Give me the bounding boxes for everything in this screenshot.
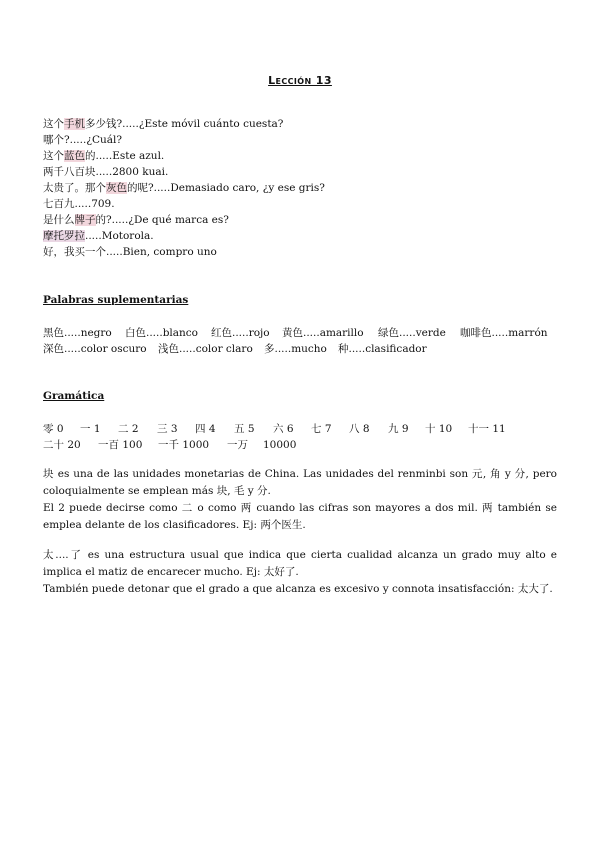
dialogue-text: 这个 [43, 118, 64, 130]
vocab-item: 深色.....color oscuro [43, 343, 147, 355]
number-item: 六 6 [273, 423, 294, 435]
number-item: 九 9 [388, 423, 409, 435]
number-item: 二十 20 [43, 439, 81, 451]
grammar-heading: Gramática [43, 390, 105, 402]
dialogue-line [43, 213, 229, 227]
number-item: 十 10 [425, 423, 453, 435]
vocab-item: 多.....mucho [264, 343, 327, 355]
vocab-item: 浅色.....color claro [158, 343, 253, 355]
dialogue-line [43, 245, 217, 259]
number-item: 五 5 [234, 423, 255, 435]
highlighted-word: 灰色 [106, 182, 127, 194]
number-item: 四 4 [195, 423, 216, 435]
highlighted-word: 手机 [64, 118, 85, 130]
numbers-row [43, 438, 296, 452]
dialogue-text: 是什么 [43, 214, 75, 226]
vocab-item: 黄色.....amarillo [282, 327, 364, 339]
grammar-paragraph: 块 es una de las unidades monetarias de China. Las unidades del renminbi son 元, 角 y 分, pero coloquialmente se emplean más 块, 毛 y 分. [43, 468, 557, 497]
grammar-paragraph: El 2 puede decirse como 二 o como 两 cuando las cifras son mayores a dos mil. 两 también se emplea delante de los clasificadores. Ej: 两个医生. [43, 502, 557, 531]
dialogue-line [43, 117, 283, 131]
vocab-row [43, 326, 548, 340]
number-item: 二 2 [118, 423, 139, 435]
dialogue-line [43, 133, 122, 147]
dialogue-text: 好，我买一个.....Bien, compro uno [43, 246, 217, 258]
dialogue-text: 的?.....¿De qué marca es? [95, 214, 229, 226]
number-item: 一百 100 [98, 439, 143, 451]
number-item: 10000 [263, 439, 297, 451]
dialogue-text: 的呢?.....Demasiado caro, ¿y ese gris? [127, 182, 325, 194]
vocab-item: 绿色.....verde [378, 327, 446, 339]
number-item: 八 8 [349, 423, 370, 435]
number-item: 零 0 [43, 423, 64, 435]
grammar-paragraph: También puede detonar que el grado a que alcanza es excesivo y connota insatisfacción: 太大了. [43, 583, 553, 595]
vocab-item: 黑色.....negro [43, 327, 112, 339]
number-item: 一万 [227, 439, 248, 451]
dialogue-line [43, 165, 168, 179]
supplementary-heading: Palabras suplementarias [43, 294, 189, 306]
dialogue-line [43, 181, 325, 195]
dialogue-line [43, 229, 154, 243]
page-title: Lección 13 [268, 74, 332, 87]
vocab-row [43, 342, 427, 356]
dialogue-line [43, 149, 164, 163]
vocab-item: 红色.....rojo [211, 327, 270, 339]
number-item: 十一 11 [468, 423, 506, 435]
dialogue-text: 多少钱?.....¿Este móvil cuánto cuesta? [85, 118, 284, 130]
number-item: 七 7 [311, 423, 332, 435]
number-item: 三 3 [157, 423, 178, 435]
number-item: 一 1 [80, 423, 101, 435]
dialogue-text: 七百九.....709. [43, 198, 115, 210]
highlighted-word: 蓝色 [64, 150, 85, 162]
dialogue-line [43, 197, 115, 211]
dialogue-text: 这个 [43, 150, 64, 162]
vocab-item: 种.....clasificador [338, 343, 427, 355]
dialogue-text: 哪个?.....¿Cuál? [43, 134, 122, 146]
numbers-row [43, 422, 506, 436]
highlighted-word: 摩托罗拉 [43, 230, 85, 242]
dialogue-text: 太贵了。那个 [43, 182, 106, 194]
dialogue-text: .....Motorola. [85, 230, 154, 242]
vocab-item: 白色.....blanco [125, 327, 198, 339]
dialogue-text: 两千八百块.....2800 kuai. [43, 166, 169, 178]
dialogue-text: 的.....Este azul. [85, 150, 165, 162]
vocab-item: 咖啡色.....marrón [460, 327, 548, 339]
number-item: 一千 1000 [158, 439, 210, 451]
highlighted-word: 牌子 [74, 214, 96, 226]
grammar-paragraph: 太....了 es una estructura usual que indica que cierta cualidad alcanza un grado muy alto e implica el matiz de encarecer mucho. Ej: 太好了. [43, 549, 557, 578]
